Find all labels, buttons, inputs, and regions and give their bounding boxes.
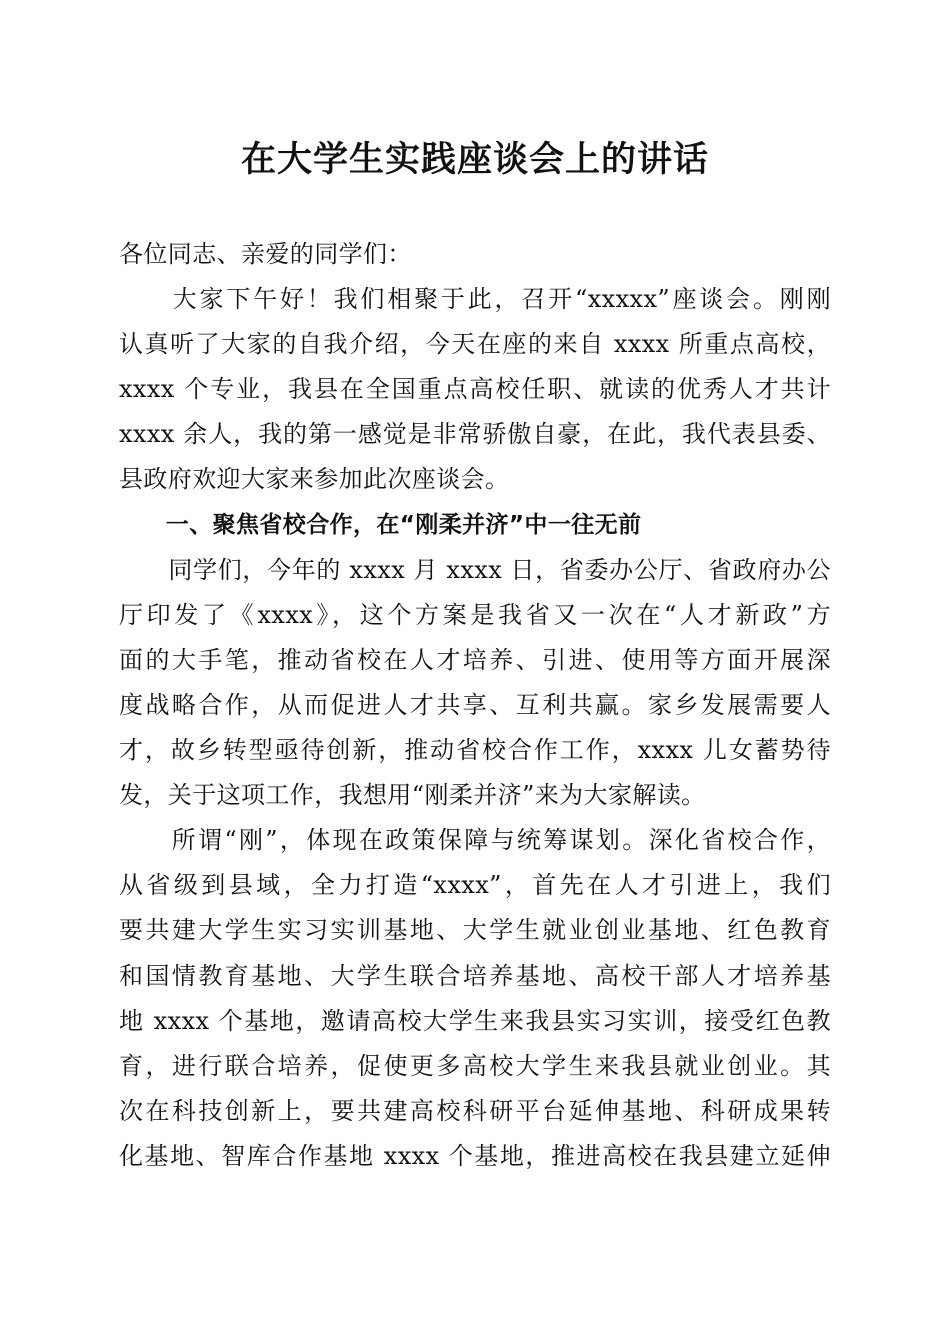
paragraph-line: 次在科技创新上，要共建高校科研平台延伸基地、科研成果转 (119, 1096, 831, 1125)
paragraph-line: 育，进行联合培养，促使更多高校大学生来我县就业创业。其 (119, 1051, 831, 1080)
paragraph-line: 化基地、智库合作基地 xxxx 个基地，推进高校在我县建立延伸 (119, 1141, 831, 1170)
paragraph-line: 和国情教育基地、大学生联合培养基地、高校干部人才培养基 (119, 961, 831, 990)
paragraph-line: 度战略合作，从而促进人才共享、互利共赢。家乡发展需要人 (119, 690, 831, 719)
paragraph-line: 厅印发了《xxxx》，这个方案是我省又一次在“人才新政”方 (119, 600, 831, 629)
paragraph-line: 县政府欢迎大家来参加此次座谈会。 (119, 465, 510, 494)
paragraph-line: 从省级到县域，全力打造“xxxx”，首先在人才引进上，我们 (119, 871, 831, 900)
salutation-line: 各位同志、亲爱的同学们： (119, 240, 412, 268)
paragraph-line: 面的大手笔，推动省校在人才培养、引进、使用等方面开展深 (119, 645, 831, 674)
section-heading: 一、聚焦省校合作，在“刚柔并济”中一往无前 (119, 511, 642, 538)
document-body (119, 232, 831, 1179)
document-title: 在大学生实践座谈会上的讲话 (240, 139, 709, 180)
paragraph-line: 认真听了大家的自我介绍，今天在座的来自 xxxx 所重点高校， (119, 330, 831, 359)
paragraph-line: xxxx 个专业，我县在全国重点高校任职、就读的优秀人才共计 (119, 375, 831, 404)
paragraph-line: 发，关于这项工作，我想用“刚柔并济”来为大家解读。 (119, 781, 706, 810)
paragraph-line: 才，故乡转型亟待创新，推动省校合作工作，xxxx 儿女蓄势待 (119, 736, 831, 765)
paragraph-line: 同学们，今年的 xxxx 月 xxxx 日，省委办公厅、省政府办公 (119, 555, 831, 584)
paragraph-line: 要共建大学生实习实训基地、大学生就业创业基地、红色教育 (119, 916, 831, 945)
paragraph-line: 地 xxxx 个基地，邀请高校大学生来我县实习实训，接受红色教 (119, 1006, 831, 1035)
paragraph-line: xxxx 余人，我的第一感觉是非常骄傲自豪，在此，我代表县委、 (119, 420, 831, 449)
paragraph-line: 大家下午好！我们相聚于此，召开“xxxxx”座谈会。刚刚 (119, 285, 831, 314)
paragraph-line: 所谓“刚”，体现在政策保障与统筹谋划。深化省校合作， (119, 826, 831, 855)
